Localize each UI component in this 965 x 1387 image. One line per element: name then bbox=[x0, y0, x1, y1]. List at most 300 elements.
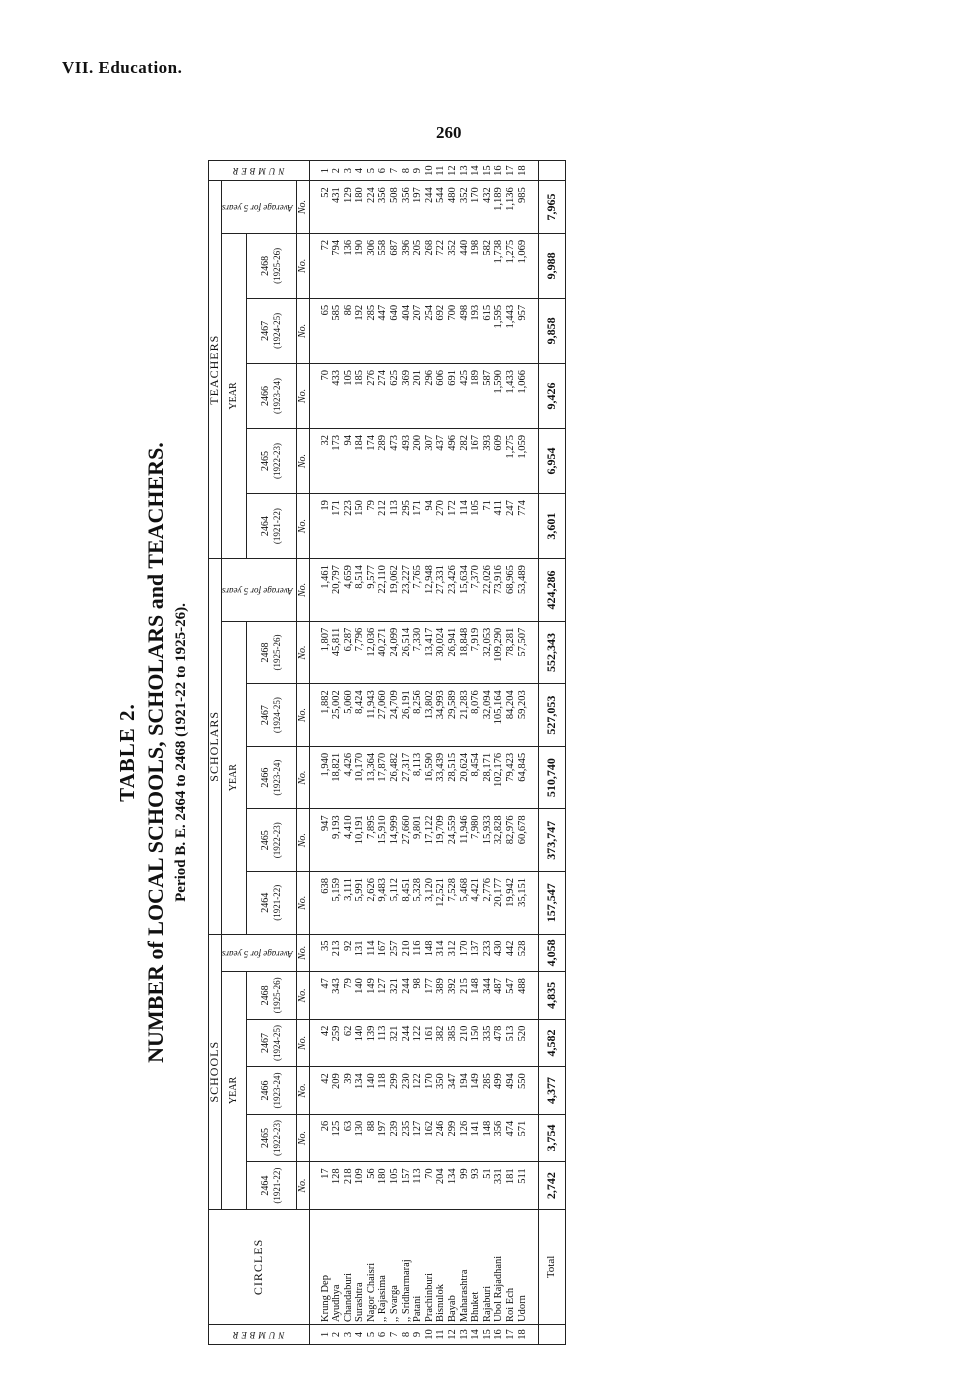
spacer-cell bbox=[528, 161, 539, 181]
table-row bbox=[470, 161, 482, 1345]
schools-cell: 210 bbox=[401, 934, 413, 972]
schools-cell: 299 bbox=[447, 1114, 459, 1162]
table-row bbox=[354, 161, 366, 1345]
scholars-cell: 12,036 bbox=[366, 621, 378, 684]
scholars-cell: 10,191 bbox=[354, 809, 366, 872]
teachers-cell: 692 bbox=[435, 298, 447, 363]
schools-cell: 239 bbox=[389, 1114, 401, 1162]
scholars-cell: 7,919 bbox=[470, 621, 482, 684]
teachers-cell: 189 bbox=[470, 363, 482, 428]
row-number-left: 7 bbox=[389, 1324, 401, 1344]
scholars-cell: 19,709 bbox=[435, 809, 447, 872]
schools-cell: 51 bbox=[482, 1162, 494, 1210]
scholars-cell: 23,227 bbox=[401, 559, 413, 622]
teachers-cell: 171 bbox=[331, 494, 343, 559]
spacer-cell bbox=[309, 298, 320, 363]
year-label: 2467 bbox=[260, 705, 272, 726]
teachers-cell: 1,275 bbox=[505, 233, 517, 298]
schools-cell: 93 bbox=[470, 1162, 482, 1210]
teachers-cell: 625 bbox=[389, 363, 401, 428]
scholars-cell: 30,024 bbox=[435, 621, 447, 684]
teachers-cell: 285 bbox=[366, 298, 378, 363]
year-period-label: (1921-22) bbox=[271, 508, 282, 545]
scholars-cell: 78,281 bbox=[505, 621, 517, 684]
scholars-cell: 19,942 bbox=[505, 871, 517, 934]
schools-cell: 118 bbox=[377, 1067, 389, 1115]
schools-cell: 148 bbox=[424, 934, 436, 972]
teachers-cell: 170 bbox=[470, 181, 482, 234]
scholars-cell: 13,364 bbox=[366, 746, 378, 809]
scholars-cell: 5,328 bbox=[412, 871, 424, 934]
table-row bbox=[331, 161, 343, 1345]
scholars-cell: 5,112 bbox=[389, 871, 401, 934]
teachers-cell: 114 bbox=[459, 494, 471, 559]
teachers-cell: 192 bbox=[354, 298, 366, 363]
schools-cell: 161 bbox=[424, 1019, 436, 1067]
year-label: 2465 bbox=[260, 451, 272, 472]
spacer-cell bbox=[528, 621, 539, 684]
years-row bbox=[247, 161, 297, 1345]
schools-cell: 131 bbox=[354, 934, 366, 972]
spacer-cell bbox=[309, 972, 320, 1020]
total-teachers-cell: 6,954 bbox=[539, 429, 566, 494]
scholars-cell: 102,176 bbox=[493, 746, 505, 809]
scholars-cell: 26,191 bbox=[401, 684, 413, 747]
schools-cell: 177 bbox=[424, 972, 436, 1020]
spacer-cell bbox=[309, 684, 320, 747]
row-number-right: 5 bbox=[366, 161, 378, 181]
teachers-cell: 190 bbox=[354, 233, 366, 298]
spacer-cell bbox=[528, 1067, 539, 1115]
spacer-cell bbox=[309, 1162, 320, 1210]
teachers-cell: 244 bbox=[424, 181, 436, 234]
total-scholars-cell: 527,053 bbox=[539, 684, 566, 747]
total-schools-cell: 2,742 bbox=[539, 1162, 566, 1210]
spacer-cell bbox=[528, 1019, 539, 1067]
scholars-cell: 3,111 bbox=[343, 871, 355, 934]
schools-cell: 430 bbox=[493, 934, 505, 972]
year-header-cell bbox=[247, 746, 297, 809]
total-number-right bbox=[539, 161, 566, 181]
scholars-cell: 14,999 bbox=[389, 809, 401, 872]
scholars-cell: 15,634 bbox=[459, 559, 471, 622]
scholars-cell: 109,290 bbox=[493, 621, 505, 684]
spacer-cell bbox=[528, 871, 539, 934]
scholars-cell: 59,203 bbox=[517, 684, 529, 747]
year-header-cell bbox=[247, 1114, 297, 1162]
row-number-left: 2 bbox=[331, 1324, 343, 1344]
spacer-cell bbox=[309, 494, 320, 559]
teachers-cell: 985 bbox=[517, 181, 529, 234]
no-header-cell: No. bbox=[296, 233, 309, 298]
schools-cell: 26 bbox=[320, 1114, 332, 1162]
row-number-left: 16 bbox=[493, 1324, 505, 1344]
year-period-label: (1921-22) bbox=[271, 1167, 282, 1204]
row-number-left: 11 bbox=[435, 1324, 447, 1344]
row-number-left: 18 bbox=[517, 1324, 529, 1344]
number-header-left: NUMBER bbox=[209, 1324, 310, 1344]
year-label: 2464 bbox=[260, 1175, 272, 1196]
schools-cell: 344 bbox=[482, 972, 494, 1020]
total-schools-cell: 4,582 bbox=[539, 1019, 566, 1067]
spacer-cell bbox=[309, 871, 320, 934]
scholars-cell: 17,122 bbox=[424, 809, 436, 872]
schools-cell: 17 bbox=[320, 1162, 332, 1210]
teachers-cell: 957 bbox=[517, 298, 529, 363]
teachers-cell: 247 bbox=[505, 494, 517, 559]
total-teachers-cell: 3,601 bbox=[539, 494, 566, 559]
schools-cell: 130 bbox=[354, 1114, 366, 1162]
row-number-right: 10 bbox=[424, 161, 436, 181]
schools-cell: 42 bbox=[320, 1067, 332, 1115]
scholars-cell: 7,765 bbox=[412, 559, 424, 622]
spacer-cell bbox=[309, 1324, 320, 1344]
scholars-cell: 60,678 bbox=[517, 809, 529, 872]
schools-cell: 474 bbox=[505, 1114, 517, 1162]
schools-cell: 218 bbox=[343, 1162, 355, 1210]
circle-name: Rajaburi bbox=[482, 1209, 494, 1324]
schools-cell: 204 bbox=[435, 1162, 447, 1210]
schools-cell: 210 bbox=[459, 1019, 471, 1067]
schools-cell: 513 bbox=[505, 1019, 517, 1067]
table-title: NUMBER of LOCAL SCHOOLS, SCHOLARS and TEACHERS. bbox=[143, 442, 168, 1063]
schools-cell: 92 bbox=[343, 934, 355, 972]
scholars-cell: 4,421 bbox=[470, 871, 482, 934]
spacer-cell bbox=[528, 233, 539, 298]
circle-name: Nagor Chaisri bbox=[366, 1209, 378, 1324]
teachers-cell: 184 bbox=[354, 429, 366, 494]
teachers-cell: 172 bbox=[447, 494, 459, 559]
scholars-cell: 20,624 bbox=[459, 746, 471, 809]
schools-cell: 259 bbox=[331, 1019, 343, 1067]
year-header-cell bbox=[247, 972, 297, 1020]
schools-cell: 385 bbox=[447, 1019, 459, 1067]
scholars-cell: 4,659 bbox=[343, 559, 355, 622]
schools-cell: 230 bbox=[401, 1067, 413, 1115]
total-number-left bbox=[539, 1324, 566, 1344]
teachers-cell: 282 bbox=[459, 429, 471, 494]
year-label: 2466 bbox=[260, 1080, 272, 1101]
no-header-cell: No. bbox=[296, 809, 309, 872]
table-number: TABLE 2. bbox=[115, 703, 139, 802]
scholars-cell: 68,965 bbox=[505, 559, 517, 622]
teachers-cell: 136 bbox=[343, 233, 355, 298]
circle-name: Roi Ech bbox=[505, 1209, 517, 1324]
scholars-cell: 82,976 bbox=[505, 809, 517, 872]
table-row bbox=[389, 161, 401, 1345]
year-header-cell bbox=[247, 684, 297, 747]
teachers-cell: 185 bbox=[354, 363, 366, 428]
schools-cell: 167 bbox=[377, 934, 389, 972]
schools-cell: 244 bbox=[401, 972, 413, 1020]
row-number-right: 15 bbox=[482, 161, 494, 181]
row-number-left: 9 bbox=[412, 1324, 424, 1344]
scholars-cell: 4,410 bbox=[343, 809, 355, 872]
schools-cell: 335 bbox=[482, 1019, 494, 1067]
scholars-cell: 7,895 bbox=[366, 809, 378, 872]
schools-cell: 331 bbox=[493, 1162, 505, 1210]
teachers-cell: 197 bbox=[412, 181, 424, 234]
scholars-cell: 18,821 bbox=[331, 746, 343, 809]
teachers-cell: 174 bbox=[366, 429, 378, 494]
teachers-cell: 1,189 bbox=[493, 181, 505, 234]
schools-cell: 244 bbox=[401, 1019, 413, 1067]
page-number: 260 bbox=[436, 123, 462, 142]
schools-cell: 233 bbox=[482, 934, 494, 972]
schools-cell: 105 bbox=[389, 1162, 401, 1210]
table-row bbox=[412, 161, 424, 1345]
teachers-cell: 19 bbox=[320, 494, 332, 559]
schools-cell: 99 bbox=[459, 1162, 471, 1210]
schools-cell: 487 bbox=[493, 972, 505, 1020]
scholars-cell: 7,796 bbox=[354, 621, 366, 684]
spacer-cell bbox=[528, 1209, 539, 1324]
schools-cell: 571 bbox=[517, 1114, 529, 1162]
number-header-right: NUMBER bbox=[209, 161, 310, 181]
year-header-cell bbox=[247, 871, 297, 934]
row-number-left: 6 bbox=[377, 1324, 389, 1344]
teachers-cell: 1,738 bbox=[493, 233, 505, 298]
teachers-cell: 352 bbox=[447, 233, 459, 298]
teachers-cell: 200 bbox=[412, 429, 424, 494]
data-table bbox=[208, 160, 566, 1345]
schools-cell: 56 bbox=[366, 1162, 378, 1210]
teachers-cell: 167 bbox=[470, 429, 482, 494]
schools-cell: 140 bbox=[354, 1019, 366, 1067]
scholars-year-header: YEAR bbox=[221, 621, 247, 934]
no-header-cell: No. bbox=[296, 1019, 309, 1067]
year-header-cell bbox=[247, 494, 297, 559]
scholars-cell: 20,177 bbox=[493, 871, 505, 934]
schools-cell: 63 bbox=[343, 1114, 355, 1162]
year-header-cell bbox=[247, 233, 297, 298]
schools-cell: 194 bbox=[459, 1067, 471, 1115]
schools-cell: 356 bbox=[493, 1114, 505, 1162]
schools-cell: 134 bbox=[447, 1162, 459, 1210]
scholars-cell: 28,515 bbox=[447, 746, 459, 809]
scholars-cell: 2,626 bbox=[366, 871, 378, 934]
schools-cell: 157 bbox=[401, 1162, 413, 1210]
table-period: Period B. E. 2464 to 2468 (1921-22 to 1925-26). bbox=[173, 603, 189, 902]
teachers-cell: 289 bbox=[377, 429, 389, 494]
scholars-cell: 79,423 bbox=[505, 746, 517, 809]
schools-cell: 127 bbox=[412, 1114, 424, 1162]
circle-name: Krung Dep bbox=[320, 1209, 332, 1324]
schools-cell: 113 bbox=[377, 1019, 389, 1067]
row-number-right: 17 bbox=[505, 161, 517, 181]
scholars-cell: 8,256 bbox=[412, 684, 424, 747]
teachers-cell: 393 bbox=[482, 429, 494, 494]
circle-name: ,, Rajasima bbox=[377, 1209, 389, 1324]
schools-cell: 109 bbox=[354, 1162, 366, 1210]
scholars-cell: 9,193 bbox=[331, 809, 343, 872]
year-period-label: (1924-25) bbox=[271, 697, 282, 734]
row-number-right: 11 bbox=[435, 161, 447, 181]
spacer-cell bbox=[309, 559, 320, 622]
schools-cell: 520 bbox=[517, 1019, 529, 1067]
spacer-cell bbox=[528, 972, 539, 1020]
teachers-cell: 700 bbox=[447, 298, 459, 363]
scholars-cell: 11,943 bbox=[366, 684, 378, 747]
scholars-cell: 19,062 bbox=[389, 559, 401, 622]
circle-name: Bayab bbox=[447, 1209, 459, 1324]
spacer-cell bbox=[309, 363, 320, 428]
scholars-cell: 26,514 bbox=[401, 621, 413, 684]
schools-cell: 312 bbox=[447, 934, 459, 972]
scholars-cell: 8,424 bbox=[354, 684, 366, 747]
scholars-cell: 26,941 bbox=[447, 621, 459, 684]
teachers-cell: 691 bbox=[447, 363, 459, 428]
teachers-cell: 94 bbox=[343, 429, 355, 494]
teachers-cell: 1,433 bbox=[505, 363, 517, 428]
spacer-cell bbox=[528, 684, 539, 747]
row-number-right: 14 bbox=[470, 161, 482, 181]
teachers-cell: 425 bbox=[459, 363, 471, 428]
year-period-label: (1925-26) bbox=[271, 247, 282, 284]
spacer-cell bbox=[528, 363, 539, 428]
schools-cell: 285 bbox=[482, 1067, 494, 1115]
row-number-right: 2 bbox=[331, 161, 343, 181]
schools-header: SCHOOLS bbox=[209, 934, 222, 1209]
teachers-cell: 201 bbox=[412, 363, 424, 428]
row-number-left: 15 bbox=[482, 1324, 494, 1344]
spacer-cell bbox=[309, 181, 320, 234]
teachers-cell: 498 bbox=[459, 298, 471, 363]
scholars-cell: 4,426 bbox=[343, 746, 355, 809]
row-number-left: 5 bbox=[366, 1324, 378, 1344]
teachers-year-header: YEAR bbox=[221, 233, 247, 558]
scholars-cell: 105,164 bbox=[493, 684, 505, 747]
spacer-cell bbox=[309, 1067, 320, 1115]
teachers-cell: 587 bbox=[482, 363, 494, 428]
scholars-cell: 947 bbox=[320, 809, 332, 872]
schools-cell: 382 bbox=[435, 1019, 447, 1067]
teachers-cell: 1,275 bbox=[505, 429, 517, 494]
teachers-cell: 254 bbox=[424, 298, 436, 363]
scholars-cell: 13,417 bbox=[424, 621, 436, 684]
teachers-cell: 1,443 bbox=[505, 298, 517, 363]
teachers-cell: 86 bbox=[343, 298, 355, 363]
no-header-cell: No. bbox=[296, 972, 309, 1020]
year-header-cell bbox=[247, 809, 297, 872]
teachers-cell: 433 bbox=[331, 363, 343, 428]
schools-cell: 148 bbox=[482, 1114, 494, 1162]
teachers-cell: 1,136 bbox=[505, 181, 517, 234]
schools-cell: 213 bbox=[331, 934, 343, 972]
schools-cell: 79 bbox=[343, 972, 355, 1020]
schools-cell: 128 bbox=[331, 1162, 343, 1210]
teachers-cell: 32 bbox=[320, 429, 332, 494]
teachers-cell: 70 bbox=[320, 363, 332, 428]
teachers-cell: 306 bbox=[366, 233, 378, 298]
circle-name: Bhuket bbox=[470, 1209, 482, 1324]
teachers-cell: 356 bbox=[401, 181, 413, 234]
scholars-cell: 8,454 bbox=[470, 746, 482, 809]
table-row bbox=[459, 161, 471, 1345]
year-period-label: (1924-25) bbox=[271, 312, 282, 349]
spacer-cell bbox=[309, 429, 320, 494]
row-number-right: 8 bbox=[401, 161, 413, 181]
scholars-cell: 27,060 bbox=[377, 684, 389, 747]
teachers-cell: 1,059 bbox=[517, 429, 529, 494]
spacer-cell bbox=[528, 746, 539, 809]
teachers-header: TEACHERS bbox=[209, 181, 222, 559]
scholars-cell: 1,940 bbox=[320, 746, 332, 809]
teachers-cell: 52 bbox=[320, 181, 332, 234]
scholars-cell: 18,848 bbox=[459, 621, 471, 684]
schools-cell: 126 bbox=[459, 1114, 471, 1162]
year-period-label: (1925-26) bbox=[271, 977, 282, 1014]
rotated-table-block bbox=[115, 160, 835, 1345]
schools-cell: 197 bbox=[377, 1114, 389, 1162]
teachers-cell: 180 bbox=[354, 181, 366, 234]
scholars-cell: 27,317 bbox=[401, 746, 413, 809]
year-header-cell bbox=[247, 298, 297, 363]
scholars-cell: 6,287 bbox=[343, 621, 355, 684]
row-number-left: 17 bbox=[505, 1324, 517, 1344]
schools-cell: 116 bbox=[412, 934, 424, 972]
scholars-cell: 45,811 bbox=[331, 621, 343, 684]
scholars-cell: 53,489 bbox=[517, 559, 529, 622]
year-header-cell bbox=[247, 1019, 297, 1067]
circles-header: CIRCLES bbox=[209, 1209, 310, 1324]
row-number-left: 10 bbox=[424, 1324, 436, 1344]
year-header-cell bbox=[247, 1162, 297, 1210]
year-header-cell bbox=[247, 621, 297, 684]
scholars-cell: 34,993 bbox=[435, 684, 447, 747]
scholars-cell: 3,120 bbox=[424, 871, 436, 934]
total-scholars-cell: 552,343 bbox=[539, 621, 566, 684]
row-number-left: 14 bbox=[470, 1324, 482, 1344]
circle-name: ,, Sridharmaraj bbox=[401, 1209, 413, 1324]
table-row bbox=[505, 161, 517, 1345]
no-header-cell: No. bbox=[296, 746, 309, 809]
schools-cell: 35 bbox=[320, 934, 332, 972]
spacer-cell bbox=[309, 1114, 320, 1162]
scholars-cell: 57,507 bbox=[517, 621, 529, 684]
total-schools-cell: 4,058 bbox=[539, 934, 566, 972]
year-label: 2465 bbox=[260, 1128, 272, 1149]
scholars-cell: 25,002 bbox=[331, 684, 343, 747]
year-label: 2467 bbox=[260, 1032, 272, 1053]
schools-cell: 88 bbox=[366, 1114, 378, 1162]
teachers-cell: 432 bbox=[482, 181, 494, 234]
scholars-cell: 28,171 bbox=[482, 746, 494, 809]
schools-cell: 149 bbox=[366, 972, 378, 1020]
schools-cell: 209 bbox=[331, 1067, 343, 1115]
schools-cell: 70 bbox=[424, 1162, 436, 1210]
year-header-cell bbox=[247, 429, 297, 494]
scholars-cell: 5,159 bbox=[331, 871, 343, 934]
spacer-cell bbox=[528, 1162, 539, 1210]
scholars-cell: 9,483 bbox=[377, 871, 389, 934]
spacer-cell bbox=[528, 559, 539, 622]
schools-cell: 215 bbox=[459, 972, 471, 1020]
teachers-cell: 396 bbox=[401, 233, 413, 298]
scholars-cell: 7,370 bbox=[470, 559, 482, 622]
spacer-cell bbox=[309, 161, 320, 181]
schools-cell: 392 bbox=[447, 972, 459, 1020]
schools-cell: 47 bbox=[320, 972, 332, 1020]
teachers-cell: 129 bbox=[343, 181, 355, 234]
schools-cell: 528 bbox=[517, 934, 529, 972]
total-teachers-cell: 7,965 bbox=[539, 181, 566, 234]
teachers-cell: 223 bbox=[343, 494, 355, 559]
teachers-cell: 508 bbox=[389, 181, 401, 234]
scholars-cell: 8,451 bbox=[401, 871, 413, 934]
schools-cell: 181 bbox=[505, 1162, 517, 1210]
schools-cell: 321 bbox=[389, 972, 401, 1020]
